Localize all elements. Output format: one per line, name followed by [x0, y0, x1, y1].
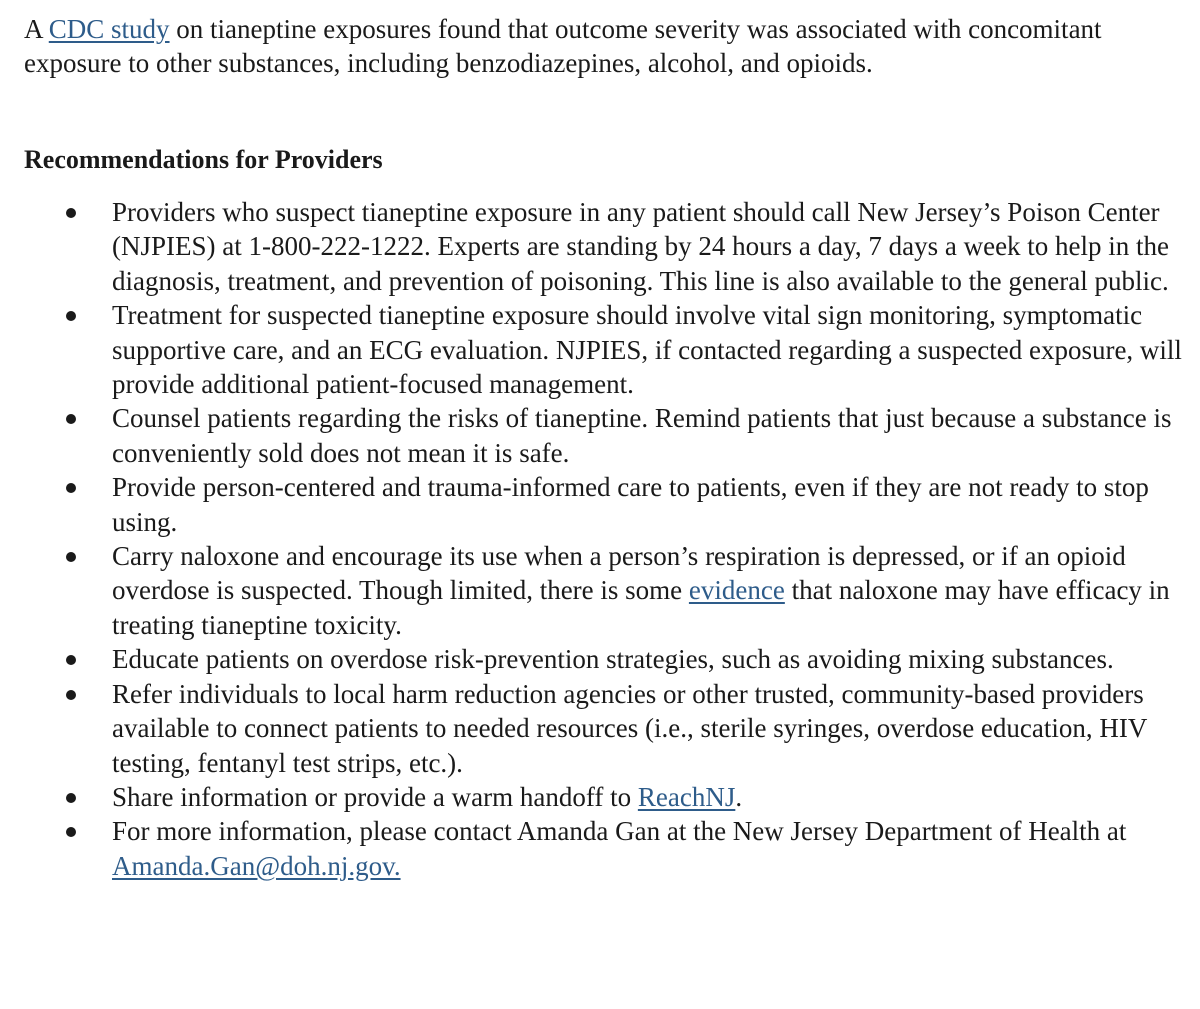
intro-prefix: A: [24, 14, 49, 44]
bullet-icon: [66, 552, 76, 562]
list-item-text: Treatment for suspected tianeptine exposure should involve vital sign monitoring, symptomatic supportive care, and an ECG evaluation. NJPIES, if contacted regarding a suspected exposure, will provide additional patient-focused management.: [112, 300, 1182, 400]
recommendations-list: [0, 195, 1185, 883]
list-item-text: Carry naloxone and encourage its use when a person’s respiration is depressed, or if an opioid overdose is suspected. Though limited, there is some: [112, 541, 1126, 606]
list-item-text: Providers who suspect tianeptine exposure in any patient should call New Jersey’s Poison Center (NJPIES) at 1-800-222-1222. Experts are standing by 24 hours a day, 7 days a week to help in the diagnosis, treatment, and prevention of poisoning. This line is also available to the general public.: [112, 197, 1170, 296]
list-item-text: For more information, please contact Amanda Gan at the New Jersey Department of Health at: [112, 816, 1127, 847]
cdc-study-link[interactable]: CDC study: [48, 14, 170, 44]
list-item: [0, 642, 1185, 676]
intro-suffix: on tianeptine exposures found that outcome severity was associated with concomitant exposure to other substances, including benzodiazepines, alcohol, and opioids.: [24, 14, 1102, 78]
list-item: [0, 780, 1185, 814]
list-item: [0, 677, 1185, 780]
list-item: [0, 814, 1185, 883]
bullet-icon: [66, 690, 76, 700]
list-item-text: Provide person-centered and trauma-informed care to patients, even if they are not ready to stop using.: [112, 472, 1149, 537]
list-item-text: Refer individuals to local harm reduction agencies or other trusted, community-based providers available to connect patients to needed resources (i.e., sterile syringes, overdose education, HIV testing, fentanyl test strips, etc.).: [112, 678, 1147, 778]
bullet-icon: [66, 483, 76, 493]
list-item: [0, 470, 1185, 539]
bullet-icon: [66, 414, 76, 424]
evidence-link[interactable]: evidence: [688, 575, 785, 606]
bullet-icon: [66, 793, 76, 803]
intro-paragraph: [24, 12, 1184, 80]
list-item-text: Counsel patients regarding the risks of tianeptine. Remind patients that just because a substance is conveniently sold does not mean it is safe.: [112, 403, 1172, 468]
email-link[interactable]: Amanda.Gan@doh.nj.gov.: [112, 850, 401, 881]
list-item-text: Educate patients on overdose risk-prevention strategies, such as avoiding mixing substances.: [112, 644, 1114, 675]
section-heading: Recommendations for Providers: [24, 145, 383, 174]
list-item: [0, 401, 1185, 470]
list-item-text: that naloxone may have efficacy in treating tianeptine toxicity.: [112, 575, 1170, 640]
list-item: [0, 539, 1185, 642]
list-item-text: Share information or provide a warm handoff to: [112, 781, 638, 812]
bullet-icon: [66, 827, 76, 837]
list-item: [0, 195, 1185, 298]
bullet-icon: [66, 655, 76, 665]
list-item-text: .: [735, 781, 743, 812]
list-item: [0, 298, 1185, 401]
reachnj-link[interactable]: ReachNJ: [637, 781, 736, 812]
bullet-icon: [66, 311, 76, 321]
bullet-icon: [66, 208, 76, 218]
